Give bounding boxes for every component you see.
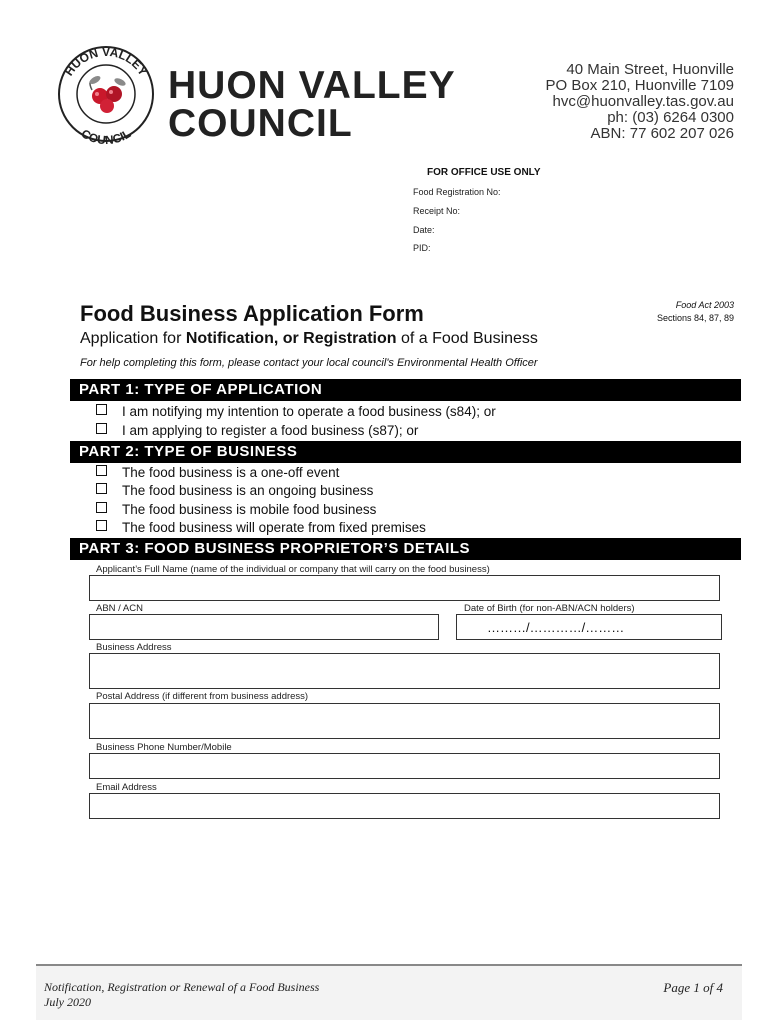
subtitle-suffix: of a Food Business (396, 330, 538, 347)
footer-page-number: Page 1 of 4 (663, 980, 723, 995)
help-text: For help completing this form, please contact your local council's Environmental Health Officer (80, 357, 538, 369)
address-po-box: PO Box 210, Huonville 7109 (545, 77, 734, 94)
business-address-label: Business Address (96, 642, 172, 653)
checkbox[interactable] (96, 520, 107, 531)
part2-option-mobile[interactable] (96, 501, 376, 519)
part1-option-register[interactable] (96, 422, 418, 440)
office-receipt-no: Receipt No: (413, 206, 461, 216)
part2-option-one-off[interactable] (96, 464, 339, 482)
phone-input[interactable] (89, 753, 720, 779)
address-email[interactable]: hvc@huonvalley.tas.gov.au (552, 93, 734, 110)
part3-heading: PART 3: FOOD BUSINESS PROPRIETOR’S DETAILS (70, 538, 741, 560)
abn-input[interactable] (89, 614, 439, 640)
option-label: I am notifying my intention to operate a food business (s84); or (122, 404, 496, 419)
checkbox[interactable] (96, 502, 107, 513)
email-label: Email Address (96, 782, 157, 793)
option-label: The food business is mobile food business (122, 502, 377, 517)
act-name: Food Act 2003 (675, 300, 734, 310)
dob-placeholder: ………/…………/……… (487, 620, 625, 635)
office-registration-no: Food Registration No: (413, 187, 501, 197)
dob-label: Date of Birth (for non-ABN/ACN holders) (464, 603, 635, 614)
logo-bottom-text: COUNCIL (78, 126, 134, 144)
option-label: The food business is an ongoing business (122, 483, 374, 498)
form-subtitle (80, 330, 538, 348)
council-logo-seal (50, 44, 162, 144)
apple-emblem-icon (88, 74, 126, 113)
business-address-input[interactable] (89, 653, 720, 689)
part1-heading: PART 1: TYPE OF APPLICATION (70, 379, 741, 401)
act-sections: Sections 84, 87, 89 (656, 313, 734, 323)
part2-heading: PART 2: TYPE OF BUSINESS (70, 441, 741, 463)
subtitle-bold: Notification, or Registration (185, 330, 397, 347)
checkbox[interactable] (96, 483, 107, 494)
part2-option-fixed[interactable] (96, 519, 426, 537)
full-name-input[interactable] (89, 575, 720, 601)
email-input[interactable] (89, 793, 720, 819)
checkbox[interactable] (96, 423, 107, 434)
office-pid: PID: (413, 243, 431, 253)
option-label: The food business is a one-off event (122, 465, 340, 480)
address-street: 40 Main Street, Huonville (566, 61, 734, 78)
office-date: Date: (413, 225, 435, 235)
option-label: The food business will operate from fixed premises (122, 520, 426, 535)
checkbox[interactable] (96, 465, 107, 476)
part2-option-ongoing[interactable] (96, 482, 373, 500)
svg-text:COUNCIL (79, 126, 134, 144)
council-name-line1: HUON VALLEY (168, 64, 456, 107)
footer-doc-title: Notification, Registration or Renewal of a Food Business (44, 980, 320, 994)
subtitle-prefix: Application for (80, 330, 186, 347)
address-phone: ph: (03) 6264 0300 (607, 109, 734, 126)
checkbox[interactable] (96, 404, 107, 415)
part1-option-notify[interactable] (96, 403, 496, 421)
postal-address-input[interactable] (89, 703, 720, 739)
full-name-label: Applicant’s Full Name (name of the individual or company that will carry on the food business) (96, 564, 490, 575)
address-abn: ABN: 77 602 207 026 (590, 125, 734, 142)
svg-text:HUON VALLEY (62, 45, 150, 78)
logo-top-text: HUON VALLEY (61, 44, 151, 79)
office-use-heading: FOR OFFICE USE ONLY (427, 167, 541, 178)
footer-date: July 2020 (44, 995, 91, 1009)
council-name-line2: COUNCIL (168, 102, 353, 145)
dob-input[interactable] (456, 614, 722, 640)
option-label: I am applying to register a food business (s87); or (122, 423, 419, 438)
form-title: Food Business Application Form (80, 301, 424, 326)
phone-label: Business Phone Number/Mobile (96, 742, 232, 753)
abn-label: ABN / ACN (96, 603, 143, 614)
postal-address-label: Postal Address (if different from business address) (96, 691, 309, 702)
